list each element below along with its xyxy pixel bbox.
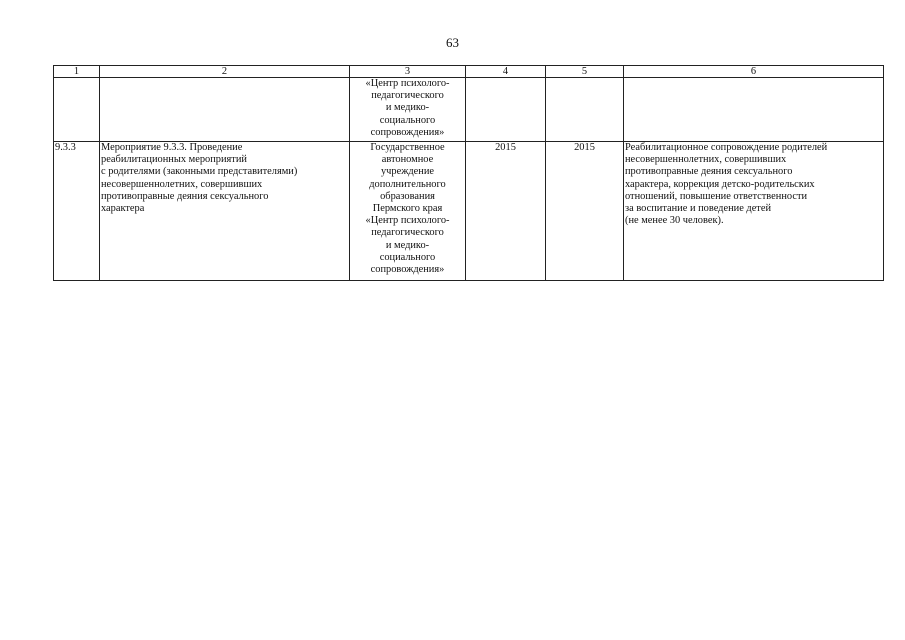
cell-number: 9.3.3 [54,142,100,281]
header-cell-2: 2 [100,66,350,78]
cell-start-year: 2015 [466,142,546,281]
cell-measure: Мероприятие 9.3.3. Проведение реабилитационных мероприятий с родителями (законными представителями) несовершеннолетних, совершивших противоправные деяния сексуального характера [100,142,350,281]
header-cell-4: 4 [466,66,546,78]
header-cell-6: 6 [624,66,884,78]
cell-executor: «Центр психолого- педагогического и медико- социального сопровождения» [350,78,466,142]
cell-start-year [466,78,546,142]
cell-number [54,78,100,142]
cell-result [624,78,884,142]
header-row [54,66,884,78]
header-cell-5: 5 [546,66,624,78]
measures-table [53,65,884,281]
header-cell-3: 3 [350,66,466,78]
cell-measure [100,78,350,142]
cell-result: Реабилитационное сопровождение родителей несовершеннолетних, совершивших противоправные деяния сексуального характера, коррекция детско-родительских отношений, повышение ответственности за воспитание и поведение детей (не менее 30 человек). [624,142,884,281]
table-row-continuation [54,78,884,142]
header-cell-1: 1 [54,66,100,78]
cell-end-year [546,78,624,142]
cell-end-year: 2015 [546,142,624,281]
cell-executor: Государственное автономное учреждение дополнительного образования Пермского края «Центр психолого- педагогического и медико- социального сопровождения» [350,142,466,281]
page-number: 63 [446,35,459,50]
table-row-9-3-3 [54,142,884,281]
